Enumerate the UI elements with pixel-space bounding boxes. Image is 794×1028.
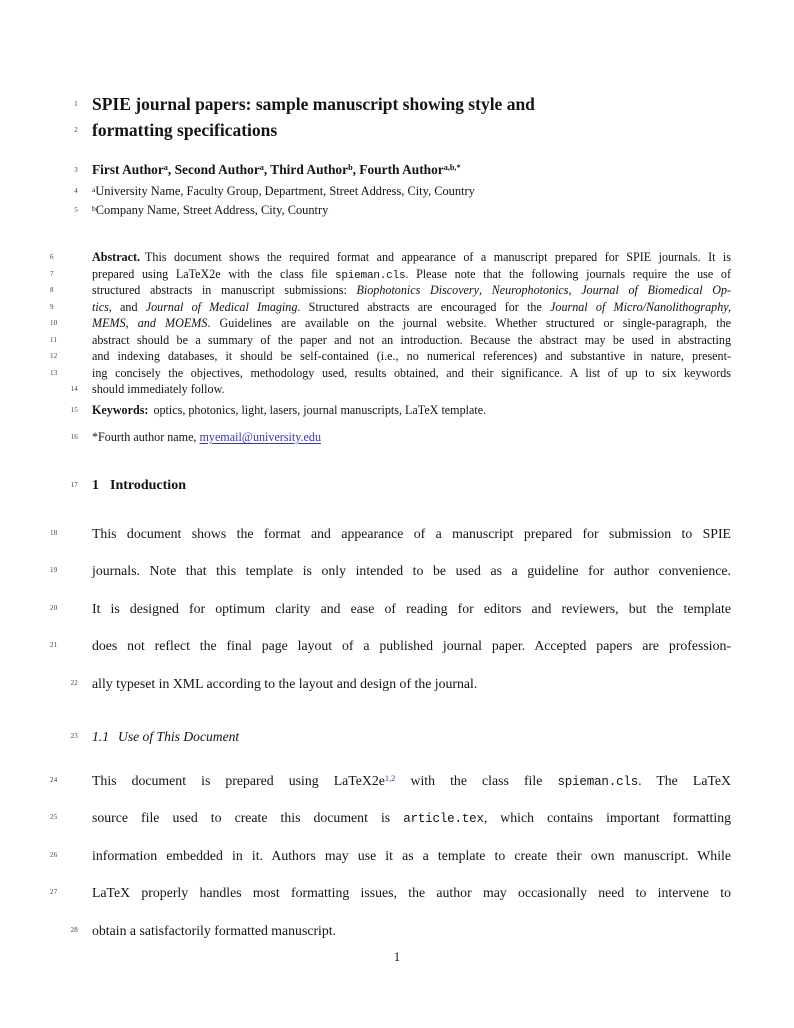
journal-name: Journal of Medical Imaging (145, 299, 298, 314)
author-1-affil-sup: a (163, 163, 168, 173)
line-number: 13 (50, 368, 58, 377)
body-text-line (0, 561, 794, 580)
body-text-line (0, 524, 794, 543)
subsection-number: 1.1 (92, 729, 109, 744)
affiliation-line-b (0, 201, 794, 219)
abstract-line (0, 249, 794, 265)
class-file-code: spieman.cls (557, 775, 639, 789)
body-text-line (0, 808, 794, 829)
abstract-text: ing concisely the objectives, methodology used, results obtained, and their significance. A list of up to six keywords (92, 365, 731, 380)
author-3: , Third Author (263, 162, 349, 177)
line-number: 16 (70, 433, 78, 441)
body-segment: This document is prepared using LaTeX2e (92, 773, 385, 788)
abstract-line (0, 332, 794, 348)
authors-line (0, 161, 794, 179)
abstract-line (0, 365, 794, 381)
abstract-text (92, 299, 731, 315)
line-number: 6 (50, 253, 54, 261)
keywords-text (92, 402, 731, 418)
section-number: 1 (92, 478, 99, 493)
author-2-affil-sup: a (259, 163, 264, 173)
line-number: 27 (50, 888, 58, 896)
abstract-body: . Guidelines are available on the journal website. Whether structured or single-paragraph, the (207, 316, 731, 330)
abstract-body: , (568, 283, 582, 297)
body-text-line (0, 599, 794, 618)
paper-title-text: SPIE journal papers: sample manuscript showing style and (92, 94, 535, 114)
abstract-body: , and (108, 299, 146, 314)
corresponding-author-note: *Fourth author name, (92, 430, 200, 444)
subsection-heading-use-of-this-document (0, 727, 794, 746)
journal-name: Neurophotonics (491, 283, 569, 297)
abstract-text (92, 282, 731, 298)
line-number: 22 (70, 679, 78, 687)
journal-name: tics (92, 299, 109, 314)
body-text-line (0, 674, 794, 693)
authors-text (92, 161, 731, 179)
abstract-body: prepared using LaTeX2e with the class file (92, 266, 335, 281)
abstract-line (0, 266, 794, 284)
body-segment: source file used to create this document is (92, 810, 404, 825)
body-text-line (0, 883, 794, 902)
line-number: 25 (50, 813, 58, 821)
keywords-label: Keywords: (92, 403, 149, 417)
email-link[interactable]: myemail@university.edu (199, 430, 322, 444)
body-text-line (0, 636, 794, 655)
body-text-line (0, 846, 794, 865)
paper-title-line-2 (0, 118, 794, 143)
class-file-code: spieman.cls (334, 269, 406, 282)
abstract-line (0, 381, 794, 397)
body-text: ally typeset in XML according to the layout and design of the journal. (92, 676, 478, 691)
body-text: It is designed for optimum clarity and ease of reading for editors and reviewers, but the template (92, 601, 731, 616)
body-text (92, 808, 731, 829)
affiliation-line-a (0, 182, 794, 200)
author-4: , Fourth Author (352, 162, 444, 177)
keywords-list: optics, photonics, light, lasers, journal manuscripts, LaTeX template. (153, 403, 487, 417)
body-segment: . The LaTeX (638, 773, 731, 788)
abstract-body: . Structured abstracts are encouraged for the (297, 299, 551, 314)
affil-marker-a: a (92, 184, 96, 194)
line-number: 7 (50, 269, 54, 278)
body-text: information embedded in it. Authors may use it as a template to create their own manuscript. While (92, 848, 731, 863)
line-number: 9 (50, 302, 54, 311)
author-1: First Author (92, 162, 164, 177)
section-title: Introduction (110, 478, 186, 493)
page-number: 1 (393, 950, 401, 964)
abstract-text: and indexing databases, it should be self-contained (i.e., no numerical references) and substantive in nature, present- (92, 349, 731, 363)
subsection-heading-text (92, 727, 731, 746)
abstract-body: , (479, 283, 492, 297)
body-text (92, 771, 731, 792)
abstract-body: . Please note that the following journals require the use of (405, 266, 731, 281)
line-number: 11 (50, 335, 58, 344)
line-number: 12 (50, 352, 58, 360)
body-text-line (0, 921, 794, 940)
abstract-line (0, 299, 794, 315)
body-text: obtain a satisfactorily formatted manuscript. (92, 923, 337, 938)
subsection-title: Use of This Document (118, 729, 240, 744)
author-4-affil-sup: a,b,* (443, 163, 461, 173)
paper-title-line-1 (0, 92, 794, 117)
line-number: 10 (50, 319, 58, 327)
line-number: 2 (74, 126, 78, 134)
line-number: 15 (70, 406, 78, 414)
body-text: does not reflect the final page layout of a published journal paper. Accepted papers are profession- (92, 638, 731, 653)
line-number: 4 (74, 187, 78, 195)
line-number: 5 (74, 206, 78, 214)
affil-marker-b: b (92, 203, 96, 213)
citation-link[interactable]: 1,2 (384, 774, 396, 784)
section-heading-text (92, 476, 731, 495)
line-number: 18 (50, 529, 58, 537)
affiliation-text (92, 182, 731, 200)
body-text: This document shows the format and appearance of a manuscript prepared for submission to SPIE (92, 526, 731, 541)
line-number: 17 (70, 481, 78, 489)
abstract-text (92, 266, 731, 284)
line-number: 24 (50, 776, 58, 784)
author-3-affil-sup: b (348, 163, 353, 173)
abstract-line (0, 315, 794, 331)
line-number: 1 (74, 100, 78, 108)
abstract-text: should immediately follow. (92, 382, 225, 396)
line-number: 8 (50, 286, 54, 294)
author-2: , Second Author (167, 162, 260, 177)
abstract-text (92, 249, 731, 265)
body-text-line (0, 771, 794, 792)
body-text: journals. Note that this template is only intended to be used as a guideline for author convenience. (92, 563, 731, 578)
abstract-body: structured abstracts in manuscript submissions: (92, 283, 357, 297)
corresponding-author-line (0, 429, 794, 445)
abstract-text (92, 315, 731, 331)
affiliation-a: University Name, Faculty Group, Department, Street Address, City, Country (95, 184, 475, 198)
abstract-text: abstract should be a summary of the paper and not an introduction. Because the abstract may be used in abstracting (92, 332, 731, 347)
line-number: 19 (50, 566, 58, 574)
corresponding-author-text (92, 429, 731, 445)
abstract-label: Abstract. (92, 250, 141, 264)
keywords-line (0, 402, 794, 418)
body-segment: with the class file (395, 773, 558, 788)
line-number: 3 (74, 166, 78, 174)
abstract-line (0, 348, 794, 364)
line-number: 28 (70, 926, 78, 934)
line-number: 20 (50, 604, 58, 612)
journal-name: MEMS, and MOEMS (92, 316, 208, 330)
abstract-body: This document shows the required format and appearance of a manuscript prepared for SPIE journals. It is (145, 250, 731, 264)
line-number: 23 (70, 732, 78, 740)
body-text: LaTeX properly handles most formatting issues, the author may occasionally need to intervene to (92, 885, 731, 900)
journal-name: Biophotonics Discovery (356, 283, 480, 297)
section-heading-introduction (0, 476, 794, 495)
journal-name: Journal of Micro/Nanolithography, (550, 299, 731, 314)
line-number: 14 (70, 385, 78, 393)
body-segment: , which contains important formatting (483, 810, 731, 825)
abstract-line (0, 282, 794, 298)
line-number: 26 (50, 851, 58, 859)
affiliation-b: Company Name, Street Address, City, Country (95, 203, 329, 217)
journal-name: Journal of Biomedical Op- (581, 283, 732, 297)
line-number: 21 (50, 641, 58, 649)
paper-title-text: formatting specifications (92, 120, 278, 140)
source-file-code: article.tex (403, 812, 484, 826)
affiliation-text (92, 201, 731, 219)
